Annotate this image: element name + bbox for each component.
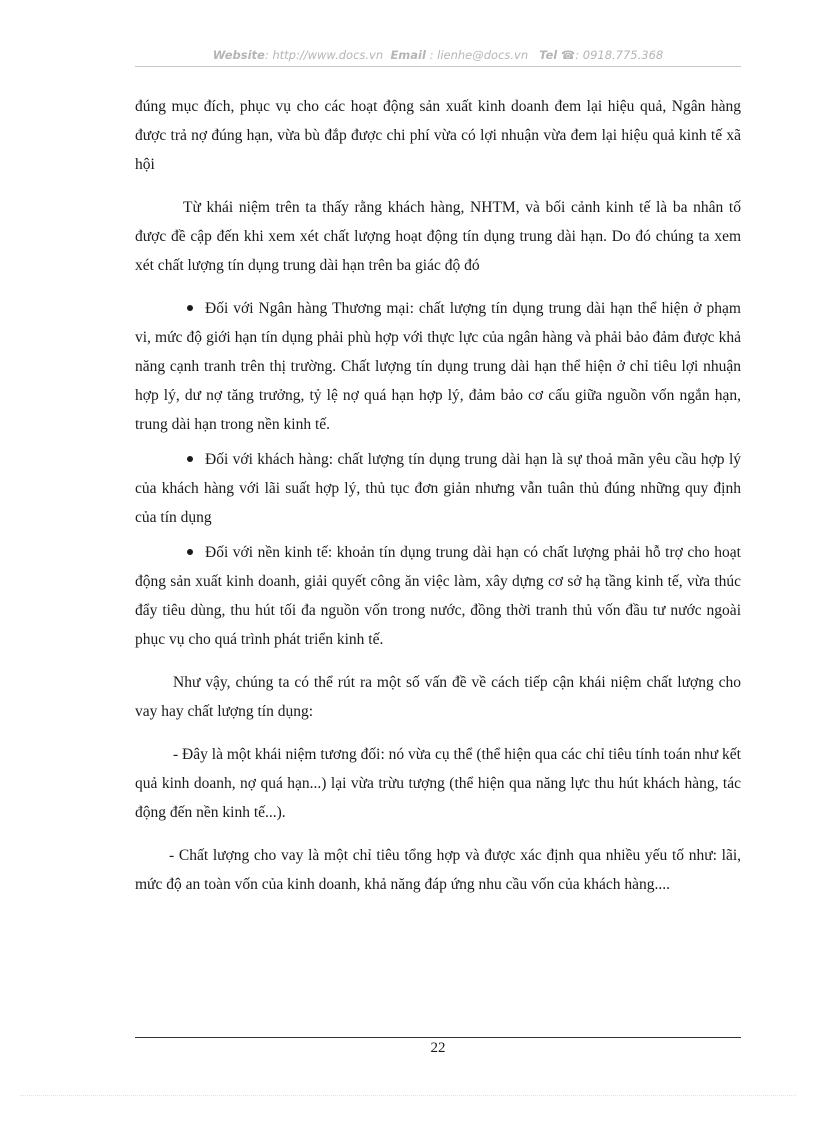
document-body: [135, 92, 741, 899]
website-label: Website: [212, 48, 265, 62]
footer-divider: [135, 1037, 741, 1038]
bullet-item: [135, 294, 741, 439]
email-value: : lienhe@docs.vn: [429, 48, 529, 62]
paragraph-5: - Chất lượng cho vay là một chỉ tiêu tổng hợp và được xác định qua nhiều yếu tố như: lãi, mức độ an toàn vốn của kinh doanh, khả năng đáp ứng nhu cầu vốn của khách hàng....: [135, 847, 741, 893]
phone-icon: ☎: [560, 48, 576, 62]
bullet-item: [135, 538, 741, 654]
website-value: : http://www.docs.vn: [264, 48, 384, 62]
paragraph-1: đúng mục đích, phục vụ cho các hoạt động sản xuất kinh doanh đem lại hiệu quả, Ngân hàng được trả nợ đúng hạn, vừa bù đắp được chi phí vừa có lợi nhuận vừa đem lại hiệu quả kinh tế xã hội: [135, 98, 741, 173]
bullet-text: Đối với nền kinh tế: khoản tín dụng trung dài hạn có chất lượng phải hỗ trợ cho hoạt động sản xuất kinh doanh, giải quyết công ăn việc làm, xây dựng cơ sở hạ tầng kinh tế, vừa thúc đẩy tiêu dùng, thu hút tối đa nguồn vốn trong nước, đồng thời tranh thủ vốn đầu tư nước ngoài phục vụ cho quá trình phát triển kinh tế.: [135, 544, 741, 648]
tel-value: : 0918.775.368: [575, 48, 664, 62]
paragraph-4: - Đây là một khái niệm tương đối: nó vừa cụ thể (thể hiện qua các chỉ tiêu tính toán như kết quả kinh doanh, nợ quá hạn...) lại vừa trừu tượng (thể hiện qua năng lực thu hút khách hàng, tác động đến nền kinh tế...).: [135, 746, 741, 821]
bullet-item: [135, 445, 741, 532]
tel-label: Tel: [539, 48, 558, 62]
email-label: Email: [390, 48, 426, 62]
bullet-icon: [187, 456, 193, 462]
header-divider: [135, 66, 741, 67]
page-bottom-border: [20, 1095, 796, 1096]
bullet-text: Đối với Ngân hàng Thương mại: chất lượng tín dụng trung dài hạn thể hiện ở phạm vi, mức độ giới hạn tín dụng phải phù hợp với thực lực của ngân hàng và phải bảo đảm được khả năng cạnh tranh trên thị trường. Chất lượng tín dụng trung dài hạn thể hiện ở chỉ tiêu lợi nhuận hợp lý, dư nợ tăng trưởng, tỷ lệ nợ quá hạn hợp lý, đảm bảo cơ cấu giữa nguồn vốn ngắn hạn, trung dài hạn trong nền kinh tế.: [135, 300, 741, 433]
bullet-icon: [187, 549, 193, 555]
paragraph-3: Như vậy, chúng ta có thể rút ra một số vấn đề về cách tiếp cận khái niệm chất lượng cho vay hay chất lượng tín dụng:: [135, 674, 741, 720]
bullet-icon: [187, 305, 193, 311]
bullet-text: Đối với khách hàng: chất lượng tín dụng trung dài hạn là sự thoả mãn yêu cầu hợp lý của khách hàng với lãi suất hợp lý, thủ tục đơn giản nhưng vẫn tuân thủ đúng những quy định của tín dụng: [135, 451, 741, 526]
page-header: [135, 48, 741, 62]
page-number: 22: [430, 1040, 446, 1056]
paragraph-2: Từ khái niệm trên ta thấy rằng khách hàng, NHTM, và bối cảnh kinh tế là ba nhân tố được đề cập đến khi xem xét chất lượng hoạt động tín dụng trung dài hạn. Do đó chúng ta xem xét chất lượng tín dụng trung dài hạn trên ba giác độ đó: [135, 199, 741, 274]
